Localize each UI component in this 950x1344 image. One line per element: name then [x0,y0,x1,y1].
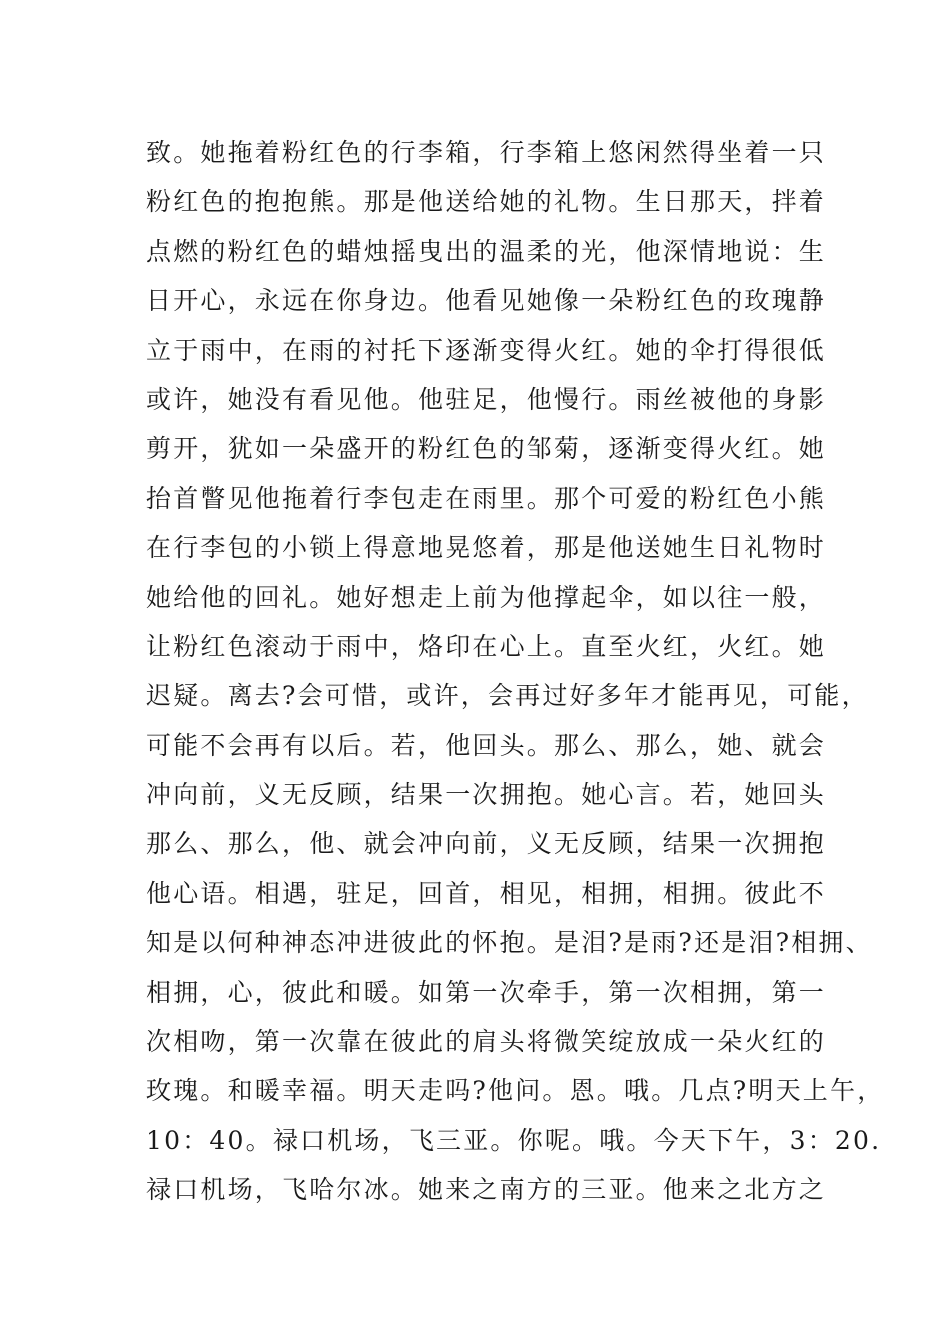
text-line: 次相吻，第一次靠在彼此的肩头将微笑绽放成一朵火红的 [146,1027,827,1057]
text-line: 可能不会再有以后。若，他回头。那么、那么，她、就会 [146,730,827,760]
text-line: 粉红色的抱抱熊。那是他送给她的礼物。生日那天，拌着 [146,187,827,217]
text-line: 立于雨中，在雨的衬托下逐渐变得火红。她的伞打得很低 [146,335,827,365]
text-line: 抬首瞥见他拖着行李包走在雨里。那个可爱的粉红色小熊 [146,483,827,513]
text-line: 相拥，心，彼此和暖。如第一次牵手，第一次相拥，第一 [146,977,827,1007]
text-line: 迟疑。离去?会可惜，或许，会再过好多年才能再见，可能， [146,681,869,711]
text-line: 知是以何种神态冲进彼此的怀抱。是泪?是雨?还是泪?相拥、 [146,928,873,958]
text-line: 剪开，犹如一朵盛开的粉红色的邹菊，逐渐变得火红。她 [146,434,827,464]
text-line: 冲向前，义无反顾，结果一次拥抱。她心言。若，她回头 [146,780,827,810]
text-line: 那么、那么，他、就会冲向前，义无反顾，结果一次拥抱 [146,829,827,859]
text-line: 在行李包的小锁上得意地晃悠着，那是他送她生日礼物时 [146,533,827,563]
text-line: 她给他的回礼。她好想走上前为他撑起伞，如以往一般， [146,582,827,612]
text-line: 点燃的粉红色的蜡烛摇曳出的温柔的光，他深情地说：生 [146,236,827,266]
text-line: 玫瑰。和暖幸福。明天走吗?他问。恩。哦。几点?明天上午， [146,1076,885,1106]
text-line: 禄口机场，飞哈尔冰。她来之南方的三亚。他来之北方之 [146,1175,827,1205]
text-line: 他心语。相遇，驻足，回首，相见，相拥，相拥。彼此不 [146,878,827,908]
text-line: 10：40。禄口机场，飞三亚。你呢。哦。今天下午，3：20. [146,1125,882,1155]
body-text [146,128,885,1215]
text-line: 或许，她没有看见他。他驻足，他慢行。雨丝被他的身影 [146,384,827,414]
text-line: 致。她拖着粉红色的行李箱，行李箱上悠闲然得坐着一只 [146,138,827,167]
text-line: 日开心，永远在你身边。他看见她像一朵粉红色的玫瑰静 [146,286,827,316]
text-line: 让粉红色滚动于雨中，烙印在心上。直至火红，火红。她 [146,631,827,661]
